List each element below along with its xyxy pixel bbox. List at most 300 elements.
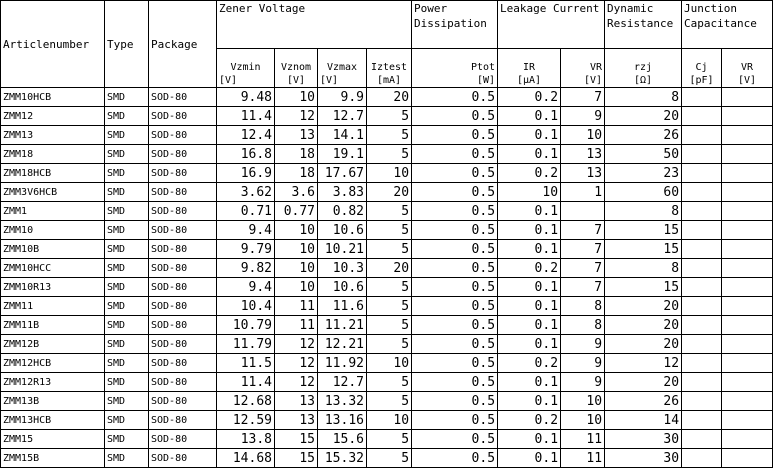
cell-type: SMD [105, 221, 149, 240]
cell-rzj: 8 [605, 88, 682, 107]
cell-vzmax: 12.21 [318, 335, 367, 354]
cell-package: SOD-80 [149, 88, 217, 107]
cell-vr: 9 [561, 335, 605, 354]
cell-vr-junction [722, 354, 773, 373]
cell-ptot: 0.5 [412, 316, 498, 335]
cell-ir: 0.1 [498, 335, 561, 354]
cell-vzmin: 9.79 [217, 240, 275, 259]
cell-vznom: 3.6 [275, 183, 318, 202]
cell-iztest: 5 [367, 126, 412, 145]
cell-vznom: 12 [275, 107, 318, 126]
cell-vznom: 10 [275, 278, 318, 297]
table-row [1, 278, 773, 297]
cell-iztest: 20 [367, 88, 412, 107]
cell-vznom: 12 [275, 335, 318, 354]
cell-type: SMD [105, 335, 149, 354]
cell-package: SOD-80 [149, 164, 217, 183]
iztest-label: Iztest [370, 62, 408, 73]
cell-rzj: 26 [605, 392, 682, 411]
cell-cj [682, 164, 722, 183]
cell-type: SMD [105, 430, 149, 449]
cell-vr: 11 [561, 430, 605, 449]
header-leakage-current: Leakage Current [498, 1, 605, 49]
table-row [1, 88, 773, 107]
cell-type: SMD [105, 145, 149, 164]
cell-vzmax: 11.92 [318, 354, 367, 373]
cell-ir: 0.1 [498, 392, 561, 411]
cell-iztest: 5 [367, 221, 412, 240]
header-articlenumber: Articlenumber [1, 1, 105, 88]
cell-cj [682, 297, 722, 316]
cell-articlenumber: ZMM11 [1, 297, 105, 316]
cell-vr-junction [722, 240, 773, 259]
cell-vznom: 0.77 [275, 202, 318, 221]
table-row [1, 354, 773, 373]
cell-ir: 0.1 [498, 449, 561, 468]
cell-rzj: 20 [605, 297, 682, 316]
table-row [1, 164, 773, 183]
cell-ptot: 0.5 [412, 449, 498, 468]
cell-rzj: 23 [605, 164, 682, 183]
cell-vr-junction [722, 107, 773, 126]
cell-articlenumber: ZMM13 [1, 126, 105, 145]
cell-vr: 10 [561, 411, 605, 430]
cell-vr: 1 [561, 183, 605, 202]
table-row [1, 449, 773, 468]
cell-vr: 7 [561, 221, 605, 240]
cell-vzmax: 10.3 [318, 259, 367, 278]
vznom-unit: [V] [286, 75, 306, 86]
cell-vr-junction [722, 202, 773, 221]
header-package: Package [149, 1, 217, 88]
cell-ptot: 0.5 [412, 392, 498, 411]
cell-vznom: 11 [275, 297, 318, 316]
header-rzj [605, 49, 682, 88]
cell-vzmax: 10.6 [318, 278, 367, 297]
table-row [1, 316, 773, 335]
cell-package: SOD-80 [149, 145, 217, 164]
cell-type: SMD [105, 107, 149, 126]
cell-vznom: 15 [275, 449, 318, 468]
cell-rzj: 20 [605, 373, 682, 392]
cell-iztest: 5 [367, 430, 412, 449]
vr2-unit: [V] [738, 75, 757, 86]
cell-vr: 9 [561, 373, 605, 392]
cell-vr: 13 [561, 164, 605, 183]
cell-vzmax: 14.1 [318, 126, 367, 145]
cell-cj [682, 411, 722, 430]
cell-vr-junction [722, 183, 773, 202]
table-row [1, 183, 773, 202]
cell-cj [682, 392, 722, 411]
cell-vzmax: 15.6 [318, 430, 367, 449]
cell-ir: 0.1 [498, 373, 561, 392]
cell-vzmin: 9.4 [217, 278, 275, 297]
cell-ptot: 0.5 [412, 354, 498, 373]
cell-cj [682, 202, 722, 221]
vzmax-label: Vzmax [326, 62, 358, 73]
cell-cj [682, 335, 722, 354]
cell-vzmax: 13.32 [318, 392, 367, 411]
cj-label: Cj [695, 62, 708, 73]
cell-iztest: 5 [367, 145, 412, 164]
cell-package: SOD-80 [149, 392, 217, 411]
cell-package: SOD-80 [149, 126, 217, 145]
cell-cj [682, 240, 722, 259]
header-row-top [1, 1, 773, 49]
cell-iztest: 10 [367, 164, 412, 183]
cell-ir: 0.1 [498, 240, 561, 259]
cell-ir: 0.1 [498, 316, 561, 335]
cell-vr: 13 [561, 145, 605, 164]
cell-vr: 7 [561, 278, 605, 297]
cell-vr-junction [722, 221, 773, 240]
cell-vzmin: 10.79 [217, 316, 275, 335]
vzmin-unit: [V] [219, 75, 238, 86]
ptot-label: Ptot [470, 62, 496, 73]
cell-vznom: 13 [275, 411, 318, 430]
cell-vr-junction [722, 297, 773, 316]
table-row [1, 335, 773, 354]
cell-type: SMD [105, 278, 149, 297]
cell-vr-junction [722, 259, 773, 278]
cell-iztest: 5 [367, 392, 412, 411]
cell-package: SOD-80 [149, 335, 217, 354]
cell-ir: 0.2 [498, 354, 561, 373]
cell-vznom: 10 [275, 259, 318, 278]
cell-cj [682, 354, 722, 373]
vznom-label: Vznom [280, 62, 312, 73]
cell-vr-junction [722, 430, 773, 449]
cell-ptot: 0.5 [412, 164, 498, 183]
cell-vr-junction [722, 145, 773, 164]
cell-rzj: 14 [605, 411, 682, 430]
cell-ptot: 0.5 [412, 259, 498, 278]
header-ir [498, 49, 561, 88]
cell-type: SMD [105, 259, 149, 278]
cell-vr-junction [722, 88, 773, 107]
cell-vznom: 10 [275, 240, 318, 259]
cell-vzmax: 11.6 [318, 297, 367, 316]
header-vr-junction [722, 49, 773, 88]
cell-ptot: 0.5 [412, 335, 498, 354]
cell-iztest: 10 [367, 354, 412, 373]
cell-rzj: 30 [605, 430, 682, 449]
cell-type: SMD [105, 354, 149, 373]
cell-vznom: 11 [275, 316, 318, 335]
cell-vzmax: 12.7 [318, 373, 367, 392]
header-vr [561, 49, 605, 88]
cell-ir: 0.1 [498, 145, 561, 164]
cell-package: SOD-80 [149, 202, 217, 221]
cell-rzj: 15 [605, 240, 682, 259]
table-row [1, 411, 773, 430]
cell-iztest: 5 [367, 202, 412, 221]
cell-package: SOD-80 [149, 354, 217, 373]
cell-cj [682, 449, 722, 468]
cell-vzmax: 10.21 [318, 240, 367, 259]
header-iztest [367, 49, 412, 88]
cell-ir: 0.1 [498, 126, 561, 145]
cell-iztest: 5 [367, 278, 412, 297]
cell-type: SMD [105, 88, 149, 107]
cell-iztest: 5 [367, 107, 412, 126]
cell-vzmax: 15.32 [318, 449, 367, 468]
cell-ir: 0.2 [498, 411, 561, 430]
cell-vzmin: 16.9 [217, 164, 275, 183]
cell-vzmin: 12.4 [217, 126, 275, 145]
cell-rzj: 20 [605, 316, 682, 335]
table-row [1, 202, 773, 221]
cell-vzmin: 13.8 [217, 430, 275, 449]
rzj-label: rzj [634, 62, 653, 73]
cell-articlenumber: ZMM10HCC [1, 259, 105, 278]
cell-ptot: 0.5 [412, 297, 498, 316]
table-row [1, 240, 773, 259]
cell-articlenumber: ZMM12R13 [1, 373, 105, 392]
cell-type: SMD [105, 373, 149, 392]
cell-ir: 0.2 [498, 88, 561, 107]
cell-rzj: 8 [605, 202, 682, 221]
cell-ptot: 0.5 [412, 145, 498, 164]
header-junction-capacitance: Junction Capacitance [682, 1, 773, 49]
cell-ptot: 0.5 [412, 126, 498, 145]
cell-vzmin: 14.68 [217, 449, 275, 468]
cell-vzmax: 3.83 [318, 183, 367, 202]
cell-vzmax: 10.6 [318, 221, 367, 240]
cell-iztest: 5 [367, 297, 412, 316]
cell-cj [682, 259, 722, 278]
cell-vr: 8 [561, 316, 605, 335]
cell-iztest: 10 [367, 411, 412, 430]
cell-vzmax: 12.7 [318, 107, 367, 126]
rzj-unit: [Ω] [634, 75, 653, 86]
cell-rzj: 8 [605, 259, 682, 278]
cell-vr: 9 [561, 107, 605, 126]
cell-rzj: 15 [605, 278, 682, 297]
cell-vzmax: 17.67 [318, 164, 367, 183]
cell-articlenumber: ZMM1 [1, 202, 105, 221]
cell-vr: 9 [561, 354, 605, 373]
ir-unit: [μA] [516, 75, 542, 86]
cell-ir: 0.1 [498, 221, 561, 240]
cell-articlenumber: ZMM11B [1, 316, 105, 335]
cell-vzmin: 9.48 [217, 88, 275, 107]
table-row [1, 430, 773, 449]
cell-vr: 8 [561, 297, 605, 316]
cell-package: SOD-80 [149, 430, 217, 449]
cell-package: SOD-80 [149, 221, 217, 240]
cell-iztest: 20 [367, 259, 412, 278]
header-type: Type [105, 1, 149, 88]
cell-vr: 10 [561, 392, 605, 411]
cell-iztest: 5 [367, 240, 412, 259]
cell-rzj: 12 [605, 354, 682, 373]
cell-vr-junction [722, 373, 773, 392]
cell-articlenumber: ZMM10 [1, 221, 105, 240]
cell-vzmax: 19.1 [318, 145, 367, 164]
cell-ir: 0.2 [498, 164, 561, 183]
cell-vzmax: 0.82 [318, 202, 367, 221]
cell-vr-junction [722, 126, 773, 145]
cell-ptot: 0.5 [412, 221, 498, 240]
cell-ir: 10 [498, 183, 561, 202]
table-row [1, 126, 773, 145]
cell-iztest: 5 [367, 335, 412, 354]
cell-ir: 0.2 [498, 259, 561, 278]
cell-package: SOD-80 [149, 278, 217, 297]
cell-type: SMD [105, 164, 149, 183]
cell-ptot: 0.5 [412, 411, 498, 430]
cell-cj [682, 88, 722, 107]
cell-cj [682, 145, 722, 164]
cell-ir: 0.1 [498, 107, 561, 126]
cell-type: SMD [105, 449, 149, 468]
cell-vzmin: 10.4 [217, 297, 275, 316]
cell-ptot: 0.5 [412, 88, 498, 107]
cell-vzmin: 11.4 [217, 107, 275, 126]
header-zener-voltage: Zener Voltage [217, 1, 412, 49]
cell-vr-junction [722, 335, 773, 354]
vr-unit: [V] [583, 75, 603, 86]
cell-articlenumber: ZMM12B [1, 335, 105, 354]
cell-articlenumber: ZMM15 [1, 430, 105, 449]
cell-cj [682, 126, 722, 145]
cell-vznom: 13 [275, 126, 318, 145]
cell-vzmin: 11.79 [217, 335, 275, 354]
vr-label: VR [589, 62, 603, 73]
table-row [1, 221, 773, 240]
cell-vr: 7 [561, 240, 605, 259]
cell-cj [682, 430, 722, 449]
ptot-unit: [W] [476, 75, 496, 86]
cell-package: SOD-80 [149, 259, 217, 278]
cell-package: SOD-80 [149, 316, 217, 335]
vzmin-label: Vzmin [230, 62, 261, 73]
cell-ir: 0.1 [498, 202, 561, 221]
header-ptot [412, 49, 498, 88]
cell-cj [682, 183, 722, 202]
vr2-label: VR [741, 62, 754, 73]
cell-vr: 11 [561, 449, 605, 468]
cell-rzj: 20 [605, 335, 682, 354]
cell-vr-junction [722, 278, 773, 297]
cell-type: SMD [105, 240, 149, 259]
cell-vznom: 10 [275, 88, 318, 107]
cell-rzj: 20 [605, 107, 682, 126]
cell-vznom: 18 [275, 164, 318, 183]
cell-vznom: 13 [275, 392, 318, 411]
cell-package: SOD-80 [149, 373, 217, 392]
cell-package: SOD-80 [149, 297, 217, 316]
cell-cj [682, 278, 722, 297]
ir-label: IR [523, 62, 536, 73]
table-row [1, 145, 773, 164]
cell-articlenumber: ZMM13HCB [1, 411, 105, 430]
cell-articlenumber: ZMM10B [1, 240, 105, 259]
cell-vr-junction [722, 449, 773, 468]
table-row [1, 297, 773, 316]
cell-rzj: 30 [605, 449, 682, 468]
header-vzmin [217, 49, 275, 88]
cell-ptot: 0.5 [412, 107, 498, 126]
cell-vr: 7 [561, 259, 605, 278]
cell-vzmin: 11.4 [217, 373, 275, 392]
header-vzmax [318, 49, 367, 88]
cj-unit: [pF] [689, 75, 714, 86]
cell-type: SMD [105, 316, 149, 335]
cell-vzmin: 16.8 [217, 145, 275, 164]
table-row [1, 392, 773, 411]
cell-vzmax: 9.9 [318, 88, 367, 107]
cell-iztest: 5 [367, 373, 412, 392]
cell-iztest: 5 [367, 449, 412, 468]
cell-package: SOD-80 [149, 449, 217, 468]
cell-ptot: 0.5 [412, 183, 498, 202]
cell-articlenumber: ZMM12 [1, 107, 105, 126]
cell-package: SOD-80 [149, 240, 217, 259]
cell-articlenumber: ZMM15B [1, 449, 105, 468]
cell-type: SMD [105, 297, 149, 316]
cell-iztest: 5 [367, 316, 412, 335]
cell-type: SMD [105, 183, 149, 202]
cell-vzmin: 0.71 [217, 202, 275, 221]
cell-vzmin: 12.59 [217, 411, 275, 430]
cell-ptot: 0.5 [412, 278, 498, 297]
cell-ir: 0.1 [498, 430, 561, 449]
cell-vr: 10 [561, 126, 605, 145]
header-cj [682, 49, 722, 88]
table-row [1, 259, 773, 278]
cell-articlenumber: ZMM18HCB [1, 164, 105, 183]
cell-articlenumber: ZMM10R13 [1, 278, 105, 297]
cell-vr-junction [722, 392, 773, 411]
cell-package: SOD-80 [149, 411, 217, 430]
cell-rzj: 15 [605, 221, 682, 240]
cell-vznom: 18 [275, 145, 318, 164]
header-vznom [275, 49, 318, 88]
cell-vr-junction [722, 164, 773, 183]
table-row [1, 107, 773, 126]
cell-articlenumber: ZMM18 [1, 145, 105, 164]
cell-iztest: 20 [367, 183, 412, 202]
cell-type: SMD [105, 202, 149, 221]
cell-articlenumber: ZMM10HCB [1, 88, 105, 107]
cell-cj [682, 107, 722, 126]
header-power-dissipation: Power Dissipation [412, 1, 498, 49]
cell-ptot: 0.5 [412, 202, 498, 221]
cell-vzmin: 3.62 [217, 183, 275, 202]
cell-ptot: 0.5 [412, 240, 498, 259]
cell-type: SMD [105, 126, 149, 145]
cell-cj [682, 221, 722, 240]
cell-package: SOD-80 [149, 107, 217, 126]
cell-articlenumber: ZMM13B [1, 392, 105, 411]
cell-vr [561, 202, 605, 221]
cell-rzj: 26 [605, 126, 682, 145]
cell-ptot: 0.5 [412, 430, 498, 449]
table-row [1, 373, 773, 392]
cell-rzj: 60 [605, 183, 682, 202]
cell-vr: 7 [561, 88, 605, 107]
cell-rzj: 50 [605, 145, 682, 164]
cell-ir: 0.1 [498, 278, 561, 297]
iztest-unit: [mA] [376, 75, 402, 86]
cell-package: SOD-80 [149, 183, 217, 202]
cell-cj [682, 316, 722, 335]
cell-vznom: 15 [275, 430, 318, 449]
cell-vzmax: 13.16 [318, 411, 367, 430]
